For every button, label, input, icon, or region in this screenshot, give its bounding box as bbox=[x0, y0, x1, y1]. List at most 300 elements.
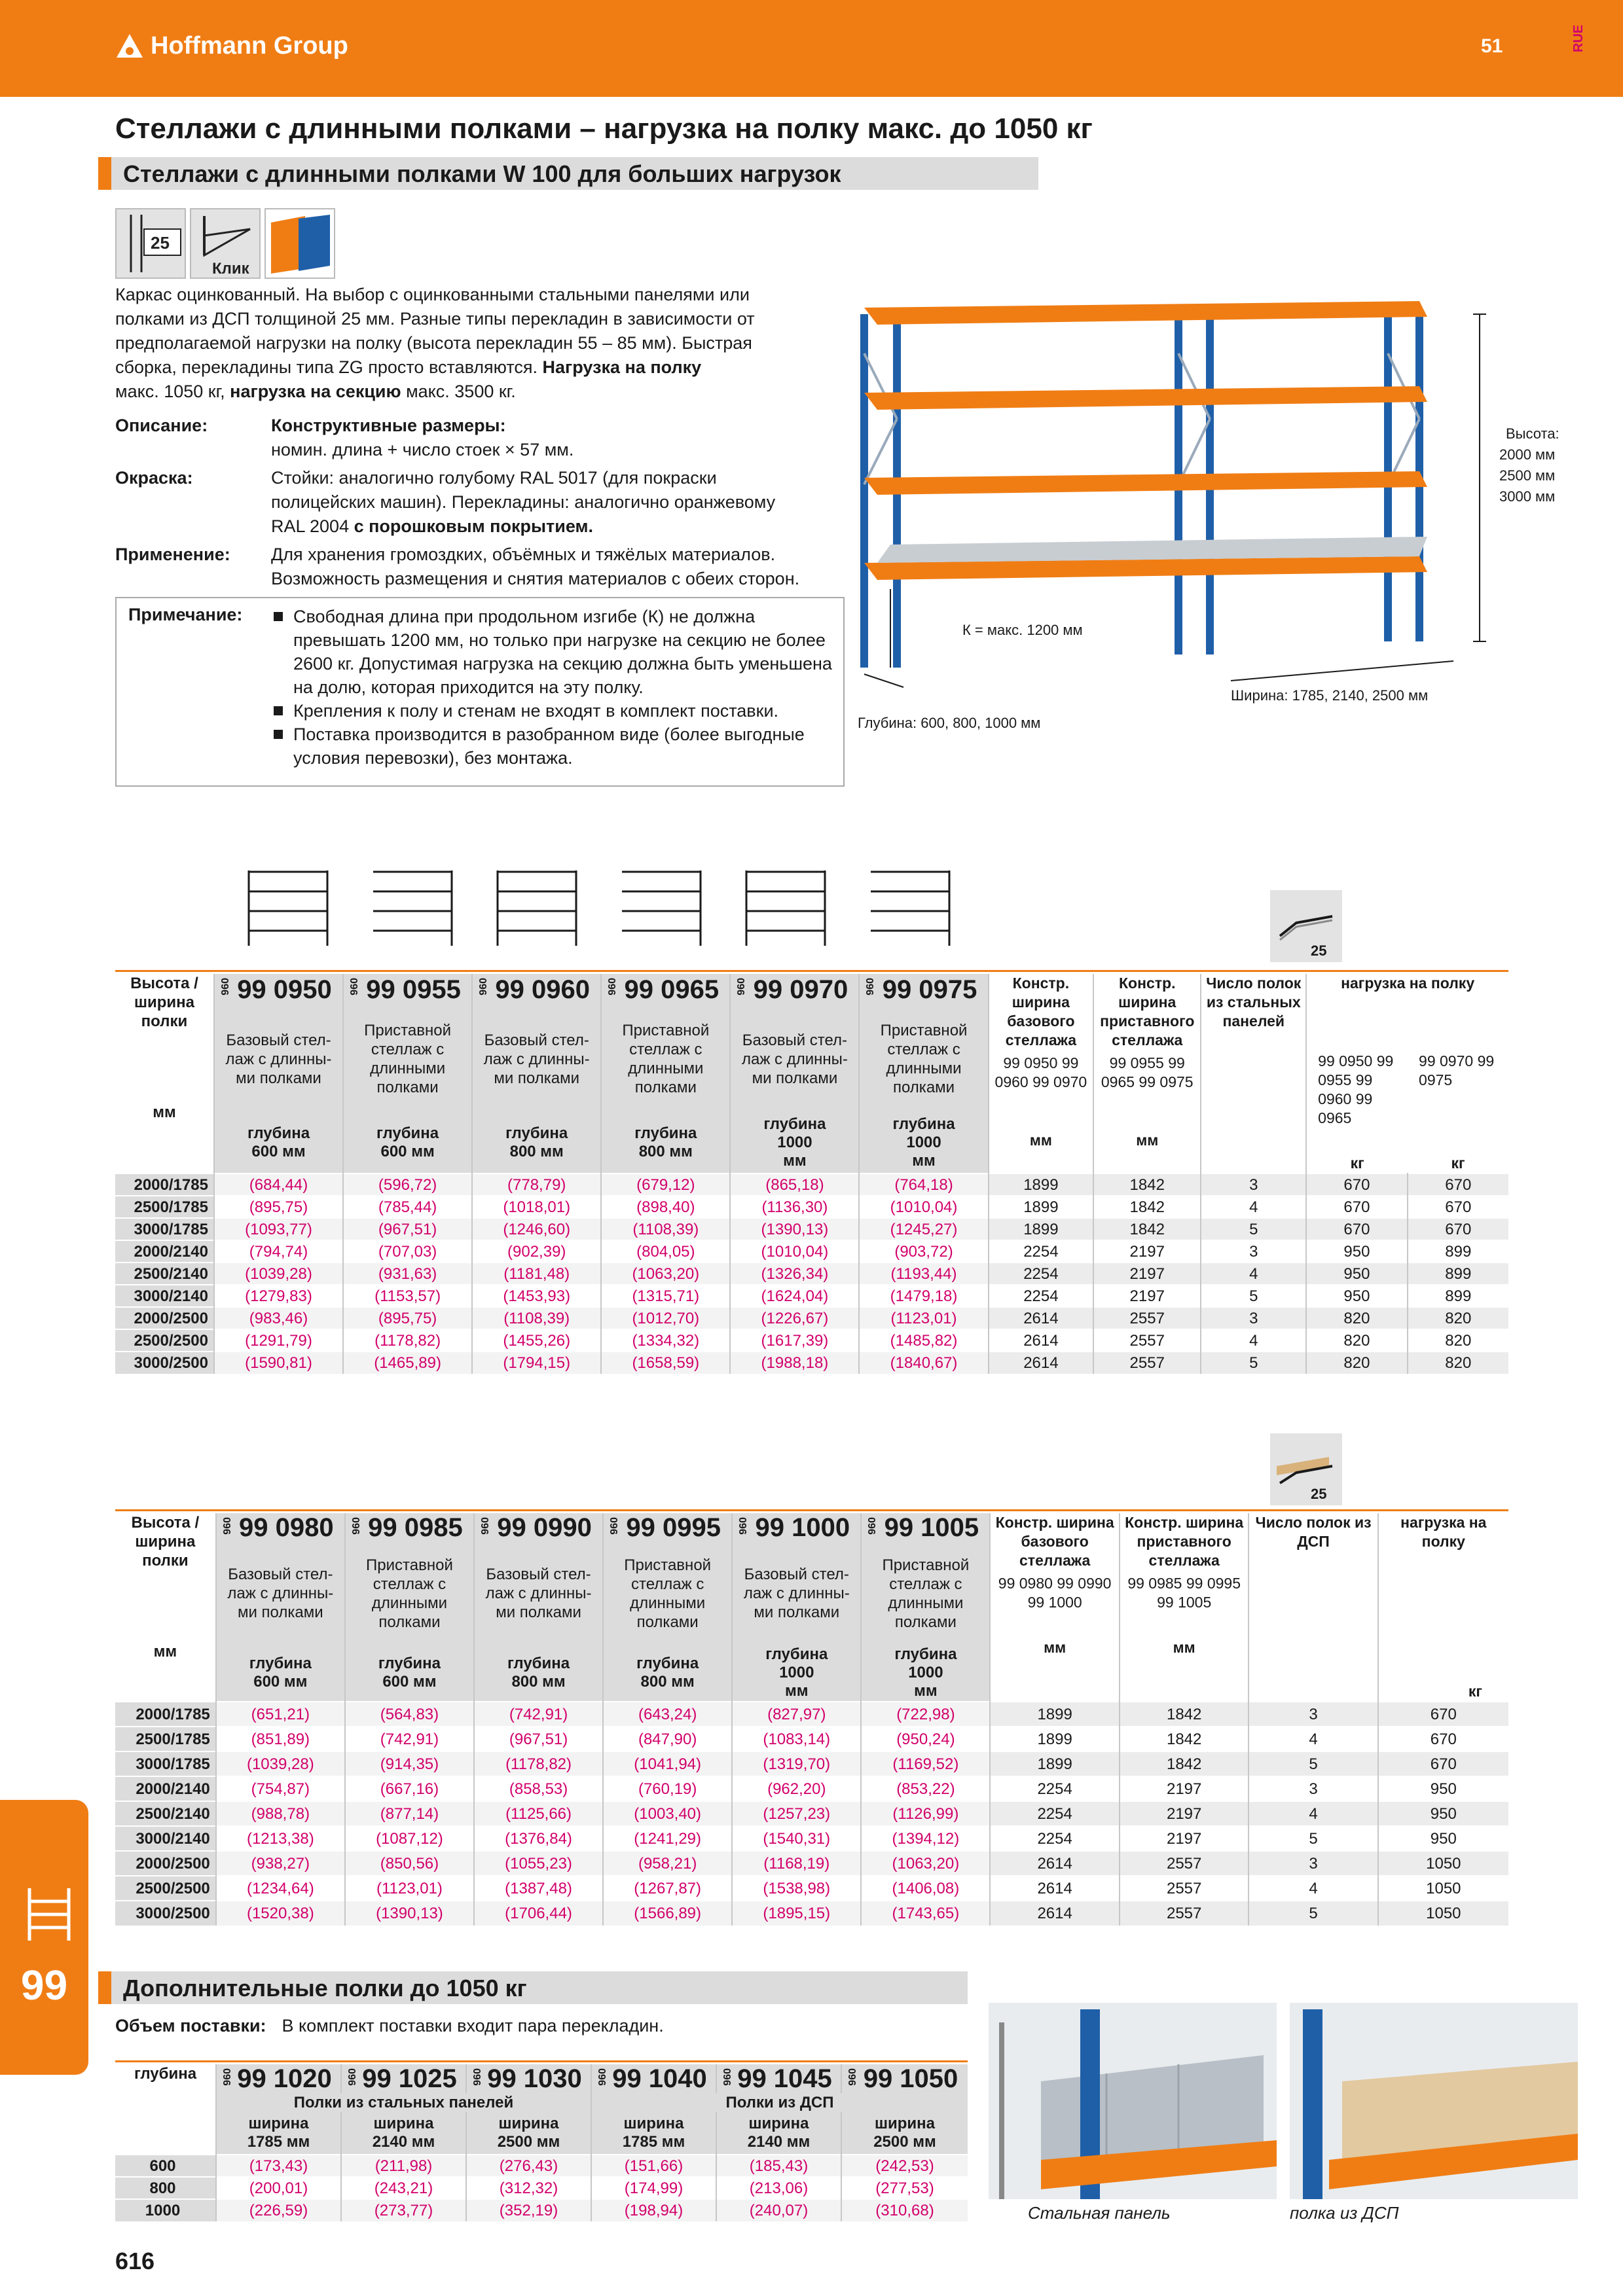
value-cell: 820 bbox=[1306, 1352, 1407, 1374]
price-cell: (778,79) bbox=[472, 1174, 601, 1196]
article-code: 99 0960 bbox=[495, 975, 590, 1004]
price-cell: (1267,87) bbox=[603, 1876, 732, 1901]
value-cell: 670 bbox=[1306, 1174, 1407, 1196]
price-cell: (276,43) bbox=[466, 2155, 591, 2177]
unit-kg: кг bbox=[1468, 1683, 1482, 1700]
price-cell: (850,56) bbox=[345, 1851, 474, 1876]
t3-group-row bbox=[115, 2093, 968, 2112]
value-cell: 950 bbox=[1378, 1801, 1508, 1826]
article-number bbox=[716, 2064, 841, 2093]
section-title-bar bbox=[98, 157, 1038, 190]
price-cell: (1178,82) bbox=[343, 1329, 472, 1352]
value-cell: 2197 bbox=[1120, 1826, 1249, 1851]
row-head-line: ширина bbox=[134, 994, 194, 1011]
rack-type: Приставной стеллаж с длинными полками bbox=[345, 1543, 474, 1644]
value-cell: 670 bbox=[1408, 1218, 1508, 1240]
note-item: Крепления к полу и стенам не входят в комплект поставки. bbox=[272, 699, 835, 723]
price-cell: (1520,38) bbox=[216, 1901, 345, 1926]
svg-text:Ширина: 1785, 2140, 2500 мм: Ширина: 1785, 2140, 2500 мм bbox=[1231, 687, 1429, 704]
table-row bbox=[115, 1751, 1508, 1776]
value-cell: 4 bbox=[1249, 1727, 1377, 1751]
svg-text:2000 мм: 2000 мм bbox=[1499, 446, 1556, 463]
konstr-base-header-line: мм bbox=[1044, 1639, 1067, 1656]
row-label: 2000/1785 bbox=[115, 1702, 216, 1727]
value-cell: 1899 bbox=[990, 1751, 1119, 1776]
value-cell: 4 bbox=[1201, 1196, 1306, 1218]
value-cell: 1899 bbox=[989, 1174, 1094, 1196]
shelves-header-line: Число полок из стальных панелей bbox=[1206, 975, 1302, 1030]
price-cell: (914,35) bbox=[345, 1751, 474, 1776]
article-number bbox=[859, 974, 988, 1005]
article-code: 99 0965 bbox=[624, 975, 720, 1004]
table3-topline bbox=[115, 2060, 968, 2062]
rack-type: Приставной стеллаж с длинными полками bbox=[861, 1543, 990, 1644]
price-cell: (151,66) bbox=[591, 2155, 716, 2177]
row-label: 800 bbox=[115, 2177, 216, 2199]
value-cell: 4 bbox=[1249, 1876, 1377, 1901]
color-swatch-icon bbox=[264, 208, 335, 279]
price-cell: (198,94) bbox=[591, 2199, 716, 2221]
article-code: 99 0990 bbox=[497, 1513, 592, 1543]
value-cell: 1050 bbox=[1378, 1901, 1508, 1926]
row-head-line: полки bbox=[142, 1552, 189, 1570]
spec-label: Окраска: bbox=[115, 468, 193, 488]
price-cell: (1087,12) bbox=[345, 1826, 474, 1851]
row-label: 2500/1785 bbox=[115, 1727, 216, 1751]
value-cell: 3 bbox=[1249, 1851, 1377, 1876]
row-label: 3000/2500 bbox=[115, 1901, 216, 1926]
load-header bbox=[1306, 974, 1508, 1174]
value-cell: 2557 bbox=[1120, 1901, 1249, 1926]
brand-logo[interactable] bbox=[115, 31, 348, 60]
konstr-add-header-line: мм bbox=[1136, 1132, 1159, 1149]
price-cell: (1018,01) bbox=[472, 1196, 601, 1218]
shelf-width: ширина 2140 мм bbox=[341, 2112, 466, 2155]
value-cell: 2197 bbox=[1120, 1776, 1249, 1801]
price-cell: (679,12) bbox=[601, 1174, 730, 1196]
price-cell: (895,75) bbox=[343, 1307, 472, 1329]
article-code: 99 0985 bbox=[368, 1513, 463, 1543]
scope-text: В комплект поставки входит пара перекладин. bbox=[282, 2016, 664, 2036]
price-cell: (1245,27) bbox=[859, 1218, 988, 1240]
table-row bbox=[115, 1329, 1508, 1352]
value-cell: 1899 bbox=[990, 1727, 1119, 1751]
price-cell: (865,18) bbox=[730, 1174, 859, 1196]
value-cell: 670 bbox=[1306, 1196, 1407, 1218]
shelves-header bbox=[1249, 1513, 1377, 1702]
price-cell: (827,97) bbox=[732, 1702, 861, 1727]
price-cell: (1003,40) bbox=[603, 1801, 732, 1826]
dsp-shelf-photo bbox=[1290, 2003, 1578, 2199]
table-row bbox=[115, 1826, 1508, 1851]
price-cell: (804,05) bbox=[601, 1240, 730, 1263]
load-units bbox=[1307, 1154, 1508, 1173]
row-head-line: Высота / bbox=[131, 1514, 200, 1532]
value-cell: 1899 bbox=[989, 1196, 1094, 1218]
value-cell: 670 bbox=[1408, 1174, 1508, 1196]
value-cell: 5 bbox=[1249, 1751, 1377, 1776]
price-cell: (1123,01) bbox=[859, 1307, 988, 1329]
value-cell: 899 bbox=[1408, 1263, 1508, 1285]
konstr-base-header-line: мм bbox=[1029, 1132, 1052, 1149]
price-cell: (1246,60) bbox=[472, 1218, 601, 1240]
price-cell: (1010,04) bbox=[730, 1240, 859, 1263]
row-head-line: Высота / bbox=[130, 975, 198, 992]
article-code: 99 1030 bbox=[487, 2064, 582, 2093]
value-cell: 670 bbox=[1378, 1702, 1508, 1727]
article-prefix: 960 bbox=[847, 2068, 858, 2086]
load-b-arts: 99 0970 99 0975 bbox=[1419, 1052, 1495, 1088]
price-cell: (1041,94) bbox=[603, 1751, 732, 1776]
konstr-base-header-line: Констр. ширина базового стеллажа bbox=[995, 1514, 1114, 1569]
price-cell: (596,72) bbox=[343, 1174, 472, 1196]
value-cell: 899 bbox=[1408, 1285, 1508, 1307]
note-item: Свободная длина при продольном изгибе (К) не должна превышать 1200 мм, но только при нагрузке на секцию не более 2600 кг. Допустимая нагрузка на секцию должна быть уменьшена на долю, которая приходится на эту полку. bbox=[272, 605, 835, 699]
value-cell: 5 bbox=[1201, 1285, 1306, 1307]
value-cell: 2557 bbox=[1093, 1352, 1201, 1374]
value-cell: 3 bbox=[1201, 1174, 1306, 1196]
article-code: 99 0970 bbox=[753, 975, 848, 1004]
value-cell: 1899 bbox=[989, 1218, 1094, 1240]
value-cell: 2254 bbox=[990, 1826, 1119, 1851]
price-cell: (312,32) bbox=[466, 2177, 591, 2199]
article-code: 99 1025 bbox=[362, 2064, 457, 2093]
row-label: 3000/2500 bbox=[115, 1352, 214, 1374]
row-label: 2000/1785 bbox=[115, 1174, 214, 1196]
value-cell: 1842 bbox=[1120, 1727, 1249, 1751]
row-head-line: ширина bbox=[135, 1533, 196, 1551]
rack-type: Приставной стеллаж с длинными полками bbox=[859, 1005, 988, 1113]
price-cell: (1538,98) bbox=[732, 1876, 861, 1901]
spec-label: Описание: bbox=[115, 416, 208, 435]
svg-text:2500 мм: 2500 мм bbox=[1499, 467, 1556, 484]
intro-line: макс. 1050 кг, нагрузка на секцию макс. 3500 кг. bbox=[115, 382, 516, 401]
value-cell: 1842 bbox=[1120, 1702, 1249, 1727]
value-cell: 5 bbox=[1249, 1826, 1377, 1851]
price-cell: (651,21) bbox=[216, 1702, 345, 1727]
value-cell: 2557 bbox=[1093, 1307, 1201, 1329]
article-prefix: 960 bbox=[736, 978, 748, 996]
price-cell: (643,24) bbox=[603, 1702, 732, 1727]
value-cell: 2254 bbox=[989, 1285, 1094, 1307]
svg-text:Высота:: Высота: bbox=[1506, 425, 1559, 442]
price-cell: (754,87) bbox=[216, 1776, 345, 1801]
rack-depth: глубина 600 мм bbox=[343, 1113, 472, 1174]
price-cell: (277,53) bbox=[841, 2177, 968, 2199]
shelf-width: ширина 2140 мм bbox=[716, 2112, 841, 2155]
value-cell: 5 bbox=[1201, 1352, 1306, 1374]
page-number-top: 51 bbox=[1481, 35, 1503, 57]
price-cell: (1125,66) bbox=[474, 1801, 603, 1826]
value-cell: 2614 bbox=[990, 1876, 1119, 1901]
value-cell: 950 bbox=[1378, 1826, 1508, 1851]
article-code: 99 0955 bbox=[366, 975, 461, 1004]
svg-text:25: 25 bbox=[1311, 1486, 1327, 1502]
load-title: нагрузка на полку bbox=[1341, 975, 1475, 992]
value-cell: 899 bbox=[1408, 1240, 1508, 1263]
value-cell: 2614 bbox=[990, 1851, 1119, 1876]
price-cell: (185,43) bbox=[716, 2155, 841, 2177]
rack-depth: глубина 600 мм bbox=[345, 1644, 474, 1702]
article-code: 99 1000 bbox=[755, 1513, 850, 1543]
svg-text:3000 мм: 3000 мм bbox=[1499, 488, 1556, 505]
article-code: 99 1005 bbox=[884, 1513, 979, 1543]
article-code: 99 0980 bbox=[239, 1513, 334, 1543]
article-prefix: 960 bbox=[597, 2068, 608, 2086]
value-cell: 950 bbox=[1306, 1263, 1407, 1285]
value-cell: 1842 bbox=[1093, 1174, 1201, 1196]
scope-line bbox=[115, 2016, 664, 2036]
price-cell: (242,53) bbox=[841, 2155, 968, 2177]
load-header bbox=[1378, 1513, 1508, 1702]
price-cell: (1063,20) bbox=[601, 1263, 730, 1285]
value-cell: 2614 bbox=[989, 1352, 1094, 1374]
row-label: 2000/2500 bbox=[115, 1851, 216, 1876]
rack-depth: глубина 800 мм bbox=[474, 1644, 603, 1702]
value-cell: 820 bbox=[1408, 1307, 1508, 1329]
price-cell: (1039,28) bbox=[214, 1263, 343, 1285]
price-cell: (1840,67) bbox=[859, 1352, 988, 1374]
price-cell: (1319,70) bbox=[732, 1751, 861, 1776]
price-cell: (938,27) bbox=[216, 1851, 345, 1876]
table-row bbox=[115, 1901, 1508, 1926]
row-label: 3000/1785 bbox=[115, 1751, 216, 1776]
value-cell: 1050 bbox=[1378, 1851, 1508, 1876]
row-head bbox=[115, 974, 214, 1174]
table2 bbox=[115, 1513, 1508, 1926]
value-cell: 1050 bbox=[1378, 1876, 1508, 1901]
rack-depth: глубина 600 мм bbox=[216, 1644, 345, 1702]
article-number bbox=[601, 974, 730, 1005]
row-label: 2000/2500 bbox=[115, 1307, 214, 1329]
price-cell: (1193,44) bbox=[859, 1263, 988, 1285]
price-cell: (1168,19) bbox=[732, 1851, 861, 1876]
price-cell: (1390,13) bbox=[730, 1218, 859, 1240]
article-code: 99 1020 bbox=[237, 2064, 332, 2093]
price-cell: (1257,23) bbox=[732, 1801, 861, 1826]
value-cell: 4 bbox=[1201, 1329, 1306, 1352]
row-head-unit: мм bbox=[153, 1643, 177, 1660]
price-cell: (851,89) bbox=[216, 1727, 345, 1751]
value-cell: 3 bbox=[1249, 1702, 1377, 1727]
value-cell: 2197 bbox=[1120, 1801, 1249, 1826]
price-cell: (1988,18) bbox=[730, 1352, 859, 1374]
price-cell: (903,72) bbox=[859, 1240, 988, 1263]
rack-depth: глубина 600 мм bbox=[214, 1113, 343, 1174]
price-cell: (1326,34) bbox=[730, 1263, 859, 1285]
steel-panel-photo bbox=[989, 2003, 1277, 2199]
row-label: 600 bbox=[115, 2155, 216, 2177]
value-cell: 2197 bbox=[1093, 1263, 1201, 1285]
price-cell: (1658,59) bbox=[601, 1352, 730, 1374]
section2-title: Дополнительные полки до 1050 кг bbox=[123, 1975, 527, 2001]
shelf-width: ширина 2500 мм bbox=[841, 2112, 968, 2155]
value-cell: 3 bbox=[1201, 1307, 1306, 1329]
t3-art-row bbox=[115, 2064, 968, 2093]
price-cell: (931,63) bbox=[343, 1263, 472, 1285]
price-cell: (858,53) bbox=[474, 1776, 603, 1801]
value-cell: 2614 bbox=[990, 1901, 1119, 1926]
rack-type: Приставной стеллаж с длинными полками bbox=[603, 1543, 732, 1644]
article-prefix: 960 bbox=[350, 1517, 362, 1535]
value-cell: 820 bbox=[1306, 1329, 1407, 1352]
article-prefix: 960 bbox=[480, 1517, 491, 1535]
table-row bbox=[115, 1285, 1508, 1307]
price-cell: (211,98) bbox=[341, 2155, 466, 2177]
rack-depth: глубина 800 мм bbox=[603, 1644, 732, 1702]
dsp-thickness-icon bbox=[115, 208, 186, 279]
value-cell: 670 bbox=[1378, 1751, 1508, 1776]
table-row bbox=[115, 1174, 1508, 1196]
table-row bbox=[115, 1352, 1508, 1374]
lang-code: RUE bbox=[1571, 24, 1586, 52]
table-row bbox=[115, 1307, 1508, 1329]
article-number bbox=[841, 2064, 968, 2093]
konstr-add-header bbox=[1093, 974, 1201, 1174]
intro-line: Каркас оцинкованный. На выбор с оцинкованными стальными панелями или bbox=[115, 285, 750, 304]
article-number bbox=[466, 2064, 591, 2093]
rack-diagram bbox=[851, 288, 1571, 746]
price-cell: (742,91) bbox=[474, 1702, 603, 1727]
value-cell: 670 bbox=[1306, 1218, 1407, 1240]
price-cell: (1226,67) bbox=[730, 1307, 859, 1329]
price-cell: (684,44) bbox=[214, 1174, 343, 1196]
table-row bbox=[115, 1801, 1508, 1826]
price-cell: (967,51) bbox=[343, 1218, 472, 1240]
article-number bbox=[732, 1513, 861, 1543]
price-cell: (1093,77) bbox=[214, 1218, 343, 1240]
price-cell: (174,99) bbox=[591, 2177, 716, 2199]
article-number bbox=[345, 1513, 474, 1543]
price-cell: (226,59) bbox=[216, 2199, 341, 2221]
table1-topline bbox=[115, 970, 1508, 972]
value-cell: 2557 bbox=[1120, 1876, 1249, 1901]
rack-depth: глубина 1000 мм bbox=[861, 1644, 990, 1702]
spec-value: Конструктивные размеры: bbox=[271, 416, 506, 435]
price-cell: (764,18) bbox=[859, 1174, 988, 1196]
rack-type: Базовый стел-лаж с длинны-ми полками bbox=[214, 1005, 343, 1113]
price-cell: (902,39) bbox=[472, 1240, 601, 1263]
article-prefix: 960 bbox=[347, 2068, 358, 2086]
value-cell: 2614 bbox=[989, 1307, 1094, 1329]
note-label: Примечание: bbox=[128, 605, 243, 624]
dsp-shelf-icon bbox=[1270, 1433, 1342, 1505]
rack-depth: глубина 1000 мм bbox=[732, 1644, 861, 1702]
article-code: 99 0975 bbox=[882, 975, 977, 1004]
article-code: 99 1050 bbox=[863, 2064, 958, 2093]
price-cell: (722,98) bbox=[861, 1702, 990, 1727]
note-box bbox=[115, 597, 845, 787]
price-cell: (1479,18) bbox=[859, 1285, 988, 1307]
header-row bbox=[115, 1513, 1508, 1543]
value-cell: 2197 bbox=[1093, 1240, 1201, 1263]
article-prefix: 960 bbox=[722, 2068, 733, 2086]
table-row bbox=[115, 2199, 968, 2221]
click-mount-icon bbox=[190, 208, 261, 279]
konstr-base-header bbox=[989, 974, 1094, 1174]
row-label: 3000/2140 bbox=[115, 1285, 214, 1307]
price-cell: (1010,04) bbox=[859, 1196, 988, 1218]
article-prefix: 960 bbox=[349, 978, 361, 996]
value-cell: 5 bbox=[1201, 1218, 1306, 1240]
spec-value: Возможность размещения и снятия материалов с обеих сторон. bbox=[271, 569, 800, 588]
shelf-width: ширина 1785 мм bbox=[216, 2112, 341, 2155]
price-cell: (1485,82) bbox=[859, 1329, 988, 1352]
rack-type: Базовый стел-лаж с длинны-ми полками bbox=[216, 1543, 345, 1644]
price-cell: (950,24) bbox=[861, 1727, 990, 1751]
article-prefix: 960 bbox=[867, 1517, 879, 1535]
article-prefix: 960 bbox=[221, 1517, 233, 1535]
load-subheads bbox=[1307, 1052, 1508, 1128]
group-steel: Полки из стальных панелей bbox=[216, 2093, 591, 2112]
table-row bbox=[115, 1876, 1508, 1901]
price-cell: (200,01) bbox=[216, 2177, 341, 2199]
shelf-chapter-icon bbox=[26, 1885, 72, 1944]
price-cell: (1083,14) bbox=[732, 1727, 861, 1751]
row-label: 2000/2140 bbox=[115, 1240, 214, 1263]
row-label: 2500/2140 bbox=[115, 1263, 214, 1285]
price-cell: (240,07) bbox=[716, 2199, 841, 2221]
article-prefix: 960 bbox=[472, 2068, 483, 2086]
price-cell: (564,83) bbox=[345, 1702, 474, 1727]
svg-text:К = макс. 1200 мм: К = макс. 1200 мм bbox=[962, 622, 1083, 638]
spec-label: Применение: bbox=[115, 545, 230, 564]
price-cell: (1624,04) bbox=[730, 1285, 859, 1307]
article-prefix: 960 bbox=[219, 978, 231, 996]
article-number bbox=[603, 1513, 732, 1543]
article-number bbox=[861, 1513, 990, 1543]
article-number bbox=[214, 974, 343, 1005]
row-label: 3000/1785 bbox=[115, 1218, 214, 1240]
konstr-add-header-line: Констр. ширина приставного стеллажа bbox=[1100, 975, 1195, 1049]
article-number bbox=[591, 2064, 716, 2093]
value-cell: 4 bbox=[1201, 1263, 1306, 1285]
article-number bbox=[216, 2064, 341, 2093]
price-cell: (877,14) bbox=[345, 1801, 474, 1826]
rack-depth: глубина 800 мм bbox=[472, 1113, 601, 1174]
header-row bbox=[115, 974, 1508, 1005]
price-cell: (785,44) bbox=[343, 1196, 472, 1218]
rack-type: Базовый стел-лаж с длинны-ми полками bbox=[730, 1005, 859, 1113]
price-cell: (847,90) bbox=[603, 1727, 732, 1751]
row-label: 1000 bbox=[115, 2199, 216, 2221]
scope-label: Объем поставки: bbox=[115, 2016, 266, 2036]
shelves-header-line: Число полок из ДСП bbox=[1255, 1514, 1372, 1550]
price-cell: (1241,29) bbox=[603, 1826, 732, 1851]
article-prefix: 960 bbox=[478, 978, 490, 996]
price-cell: (1055,23) bbox=[474, 1851, 603, 1876]
konstr-add-header-line: Констр. ширина приставного стеллажа bbox=[1125, 1514, 1244, 1569]
value-cell: 820 bbox=[1408, 1352, 1508, 1374]
price-cell: (1234,64) bbox=[216, 1876, 345, 1901]
load-a-arts: 99 0950 99 0955 99 0960 99 0965 bbox=[1318, 1052, 1394, 1126]
rack-depth: глубина 800 мм bbox=[601, 1113, 730, 1174]
section2-bar bbox=[98, 1971, 968, 2004]
value-cell: 3 bbox=[1249, 1776, 1377, 1801]
value-cell: 950 bbox=[1306, 1240, 1407, 1263]
value-cell: 5 bbox=[1249, 1901, 1377, 1926]
price-cell: (794,74) bbox=[214, 1240, 343, 1263]
article-prefix: 960 bbox=[865, 978, 877, 996]
value-cell: 820 bbox=[1408, 1329, 1508, 1352]
value-cell: 2254 bbox=[989, 1263, 1094, 1285]
row-label: 3000/2140 bbox=[115, 1826, 216, 1851]
konstr-base-header bbox=[990, 1513, 1119, 1702]
price-cell: (1108,39) bbox=[601, 1218, 730, 1240]
article-number bbox=[216, 1513, 345, 1543]
value-cell: 2197 bbox=[1093, 1285, 1201, 1307]
price-cell: (1123,01) bbox=[345, 1876, 474, 1901]
